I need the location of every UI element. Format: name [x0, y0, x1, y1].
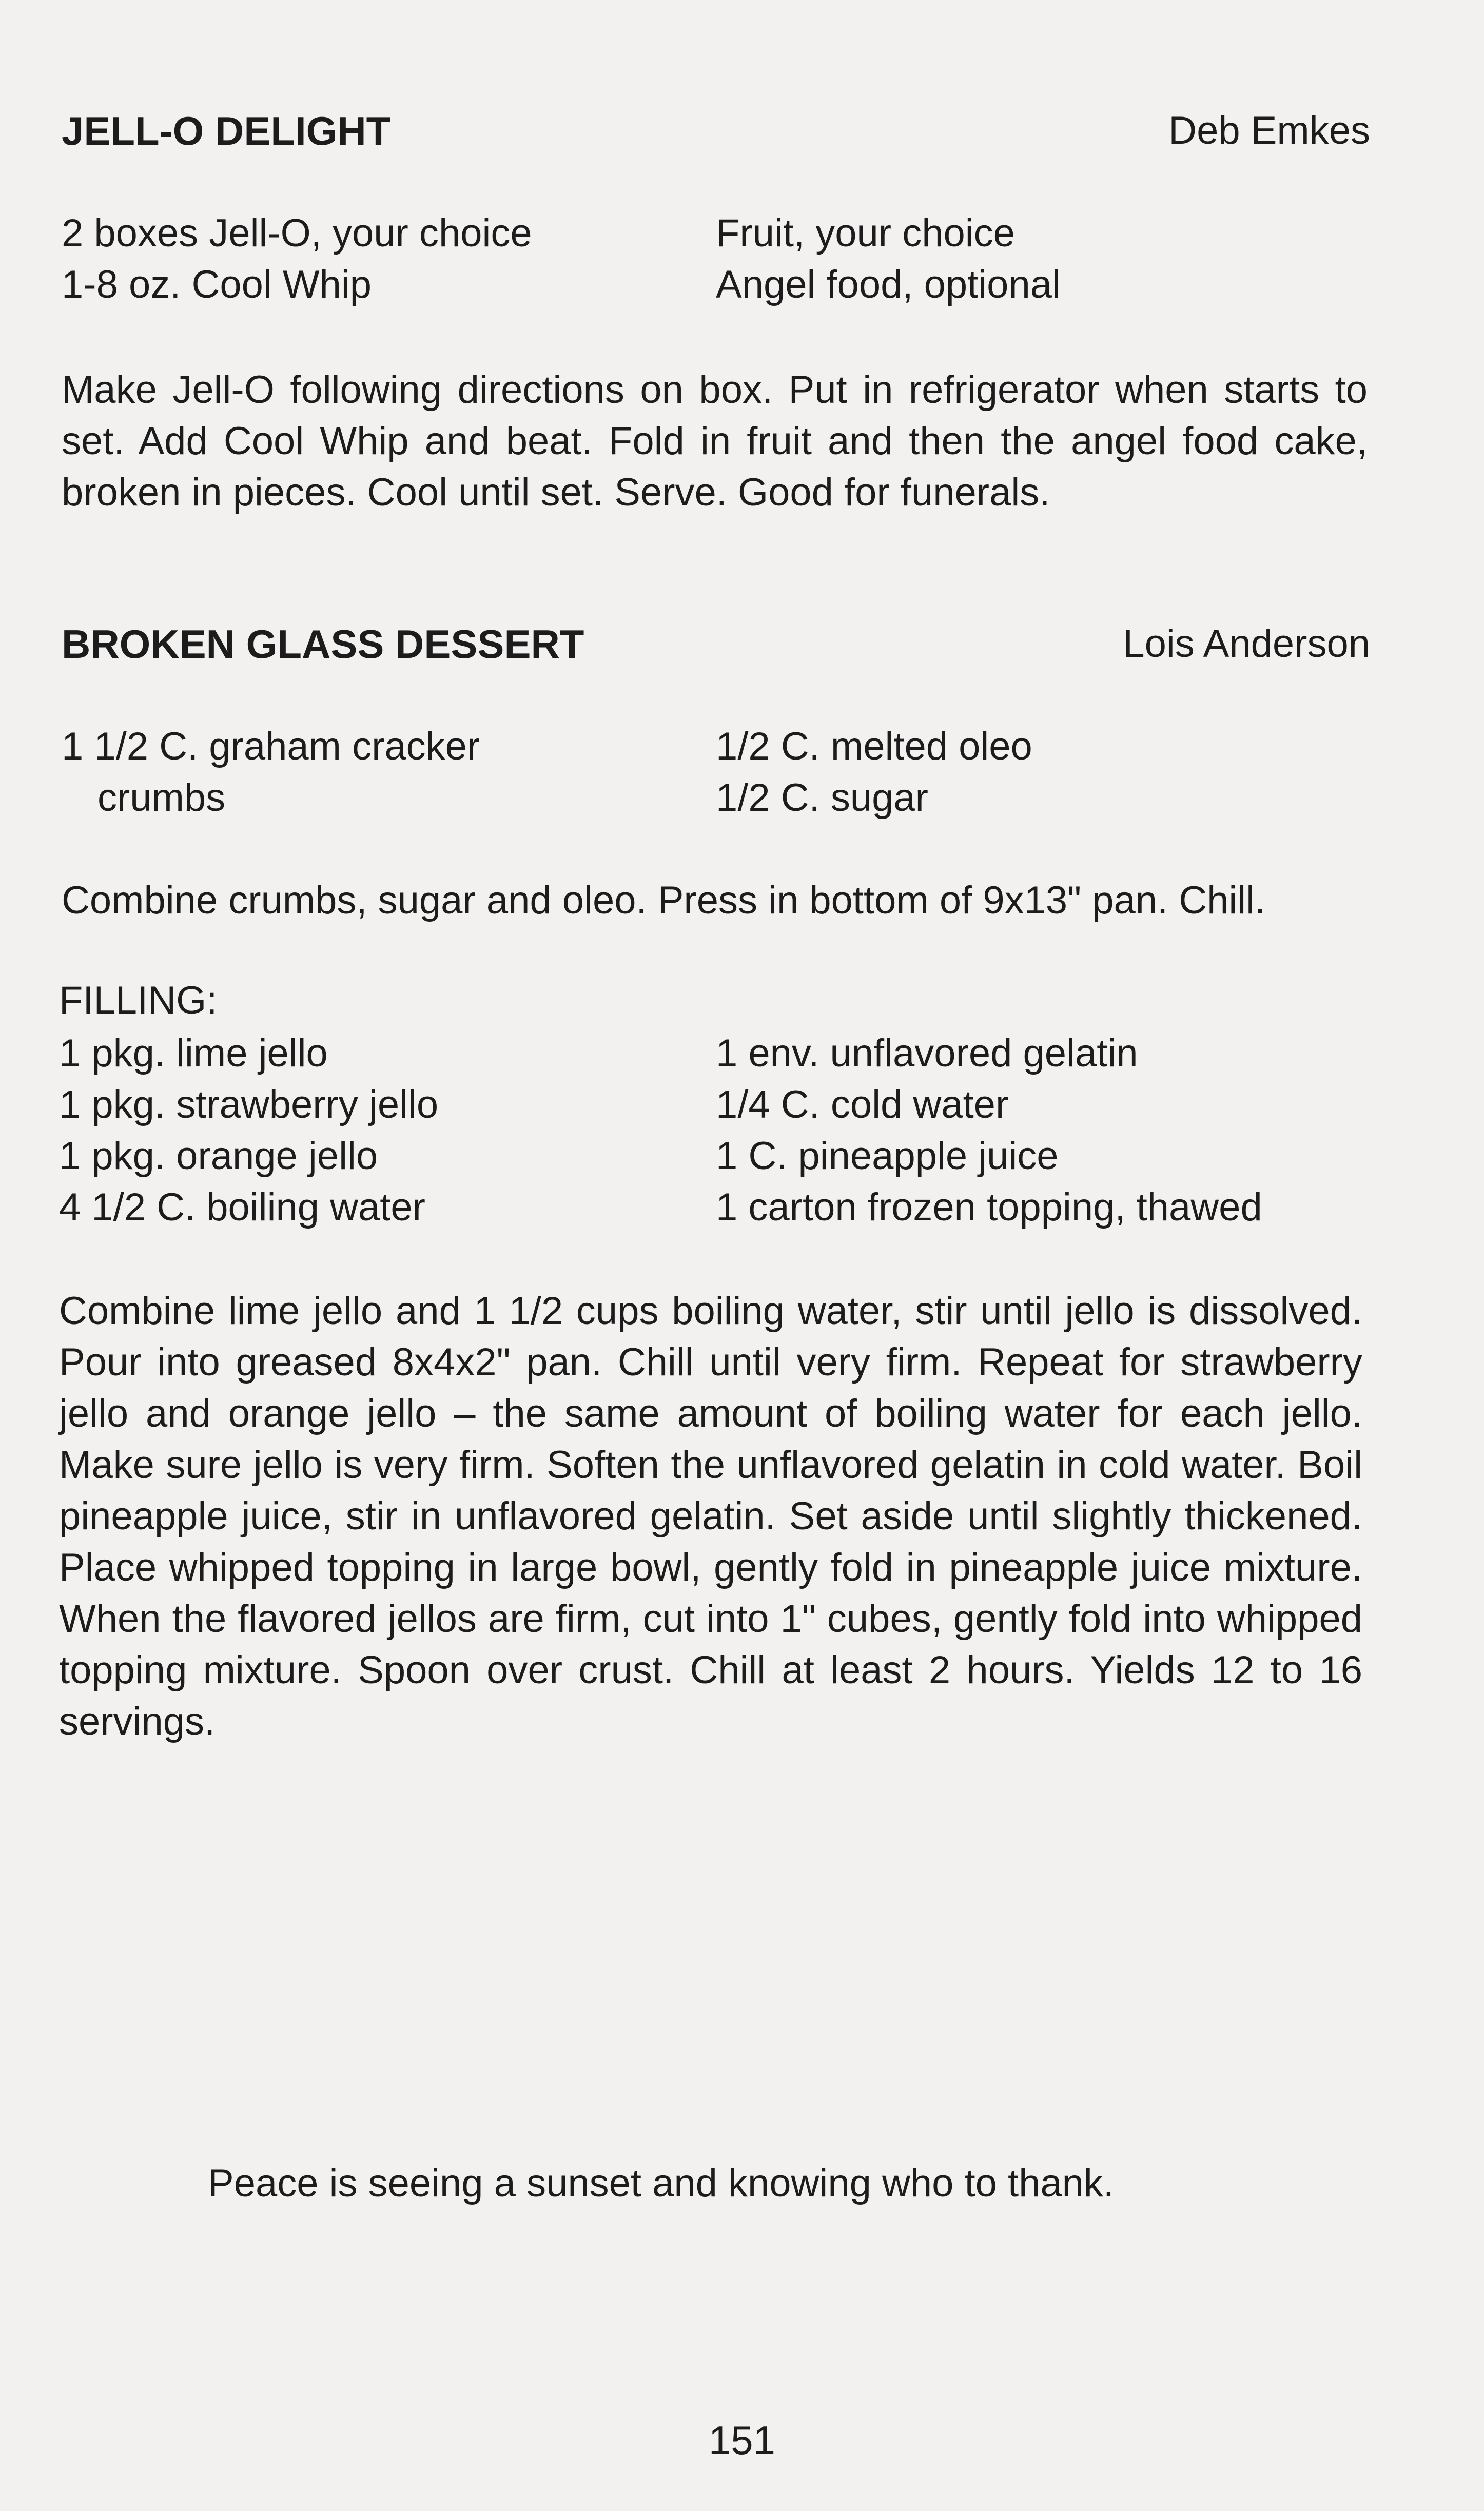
ingredient-item: 1 1/2 C. graham cracker — [62, 725, 480, 768]
ingredient-item: Angel food, optional — [716, 263, 1061, 306]
ingredient-item: 1 env. unflavored gelatin — [716, 1031, 1138, 1075]
ingredients-left-column — [59, 1028, 700, 1233]
recipe-author: Deb Emkes — [1168, 109, 1370, 152]
filling-ingredients — [59, 1028, 1373, 1233]
ingredient-item: 1-8 oz. Cool Whip — [62, 263, 372, 306]
recipe-author: Lois Anderson — [1123, 622, 1370, 666]
recipe-title: JELL-O DELIGHT — [62, 108, 391, 153]
ingredient-item: crumbs — [97, 776, 226, 820]
ingredient-item: Fruit, your choice — [716, 211, 1015, 255]
ingredient-item: 1 carton frozen topping, thawed — [716, 1185, 1262, 1229]
ingredient-item: 1 pkg. strawberry jello — [59, 1083, 439, 1126]
ingredients-left-column — [62, 208, 703, 310]
ingredient-item: 1 pkg. orange jello — [59, 1134, 378, 1178]
ingredients-right-column — [716, 1028, 1378, 1233]
ingredient-item: 4 1/2 C. boiling water — [59, 1185, 425, 1229]
ingredient-item: 1 C. pineapple juice — [716, 1134, 1059, 1178]
ingredients-right-column — [716, 721, 1378, 824]
crust-directions: Combine crumbs, sugar and oleo. Press in bottom of 9x13" pan. Chill. — [62, 879, 1266, 922]
footer-quote: Peace is seeing a sunset and knowing who to thank. — [208, 2162, 1115, 2205]
ingredient-item: 1/2 C. melted oleo — [716, 725, 1032, 768]
ingredients-left-column — [62, 721, 703, 824]
recipe-directions: Make Jell-O following directions on box. Put in refrigerator when starts to set. Add Cool Whip and beat. Fold in fruit and then the angel food cake, broken in pieces. Cool until set. Serve. Good for funerals. — [62, 368, 1368, 514]
ingredients-right-column — [716, 208, 1378, 310]
crust-ingredients — [62, 721, 1375, 824]
recipe-header-jello-delight — [62, 105, 1370, 162]
ingredients-jello-delight — [62, 208, 1375, 310]
recipe-header-broken-glass-dessert — [62, 618, 1370, 675]
ingredient-item: 2 boxes Jell-O, your choice — [62, 211, 532, 255]
ingredient-item: 1/4 C. cold water — [716, 1083, 1009, 1126]
page-number: 151 — [708, 2418, 776, 2463]
recipe-title: BROKEN GLASS DESSERT — [62, 621, 584, 667]
ingredient-item: 1/2 C. sugar — [716, 776, 928, 820]
ingredient-item: 1 pkg. lime jello — [59, 1031, 328, 1075]
filling-label: FILLING: — [59, 979, 218, 1022]
recipe-directions: Combine lime jello and 1 1/2 cups boiling water, stir until jello is dissolved. Pour into greased 8x4x2" pan. Chill until very firm. Repeat for strawberry jello and orange jello – the same amount of boiling water for each jello. Make sure jello is very firm. Soften the unflavored gelatin in cold water. Boil pineapple juice, stir in unflavored gelatin. Set aside until slightly thickened. Place whipped topping in large bowl, gently fold in pineapple juice mixture. When the flavored jellos are firm, cut into 1" cubes, gently fold into whipped topping mixture. Spoon over crust. Chill at least 2 hours. Yields 12 to 16 servings. — [59, 1289, 1362, 1743]
